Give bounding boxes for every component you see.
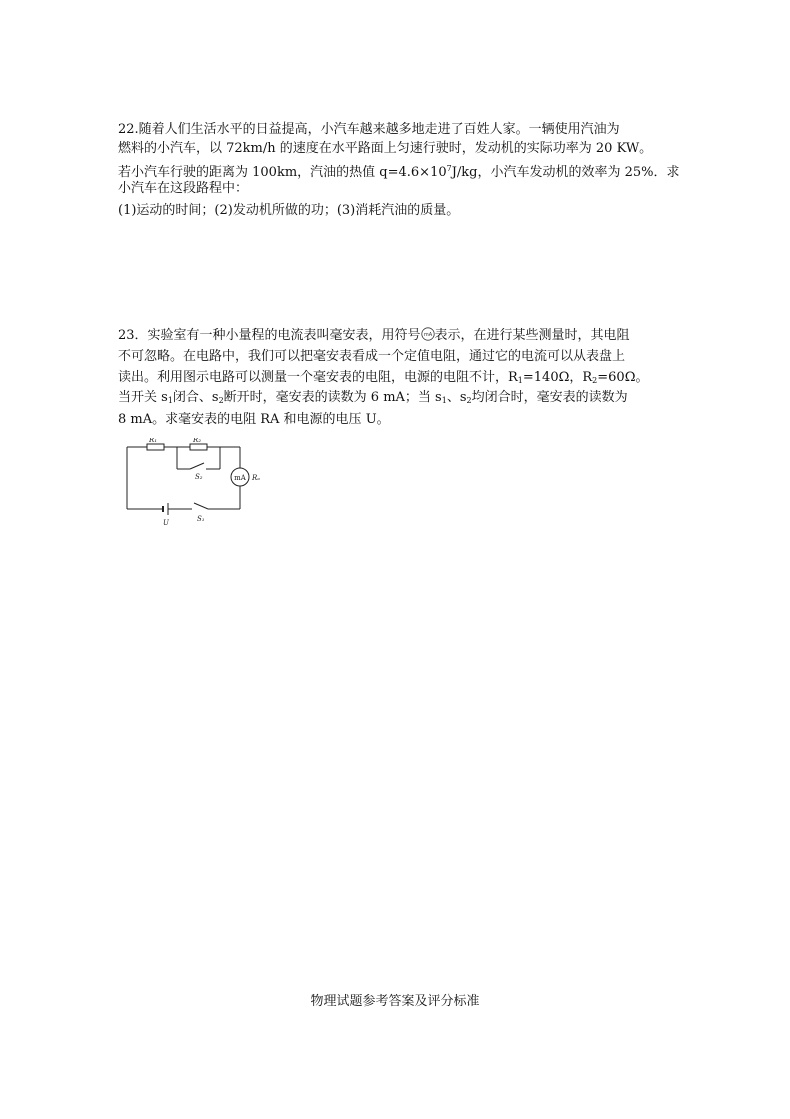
q22-exponent: 7 (446, 164, 452, 173)
q23-line-4-b: 闭合、s (172, 390, 219, 405)
resistor-r1 (147, 444, 164, 450)
q23-line-4-e: 均闭合时，毫安表的读数为 (471, 390, 628, 405)
q22-line-1: 22.随着人们生活水平的日益提高，小汽车越来越多地走进了百姓人家。一辆使用汽油为 (118, 122, 620, 137)
label-s2: S₂ (195, 473, 203, 481)
q22-line-3-b: J/kg，小汽车发动机的效率为 25%．求 (451, 165, 680, 180)
q22-line-2: 燃料的小汽车，以 72km/h 的速度在水平路面上匀速行驶时，发动机的实际功率为 20 KW。 (118, 141, 653, 156)
q23-line-1-b: 表示，在进行某些测量时，其电阻 (434, 328, 630, 343)
milliammeter-symbol-icon (421, 327, 435, 341)
q23-line-1-a: 23．实验室有一种小量程的电流表叫毫安表，用符号 (118, 328, 421, 343)
q23-line-2: 不可忽略。在电路中，我们可以把毫安表看成一个定值电阻，通过它的电流可以从表盘上 (118, 349, 626, 364)
resistor-r2 (190, 444, 207, 450)
q23-line-3-c: =60Ω。 (597, 370, 649, 385)
circuit-diagram (122, 438, 282, 530)
q23-sub-1: 1 (517, 376, 523, 385)
answer-key-heading: 物理试题参考答案及评分标准 (310, 994, 480, 1009)
q23-line-3 (118, 369, 648, 390)
q22-line-3-a: 若小汽车行驶的距离为 100km，汽油的热值 q=4.6×10 (118, 165, 447, 180)
label-r2: R₂ (193, 438, 202, 444)
q23-sub-2: 2 (592, 376, 598, 385)
label-s1: S₁ (197, 515, 205, 523)
q23-line-3-b: =140Ω，R (522, 370, 593, 385)
q23-line-4-c: 断开时，毫安表的读数为 6 mA；当 s (223, 390, 442, 405)
q23-line-1 (118, 327, 630, 345)
q23-line-4-a: 当开关 s (118, 390, 168, 405)
switch-s2 (190, 463, 204, 469)
q23-sub-4: 2 (218, 396, 224, 405)
q23-line-3-a: 读出。利用图示电路可以测量一个毫安表的电阻，电源的电阻不计，R (118, 370, 518, 385)
q22-line-5: (1)运动的时间；(2)发动机所做的功；(3)消耗汽油的质量。 (118, 203, 460, 218)
q22-line-3 (118, 160, 680, 182)
q23-line-5: 8 mA。求毫安表的电阻 RA 和电源的电压 U。 (118, 412, 390, 427)
symbol-text: mA (423, 332, 432, 338)
switch-s1 (194, 503, 208, 509)
label-r1: R₁ (149, 438, 158, 444)
q22-line-4: 小汽车在这段路程中： (118, 181, 249, 196)
q23-line-4-d: 、s (446, 390, 467, 405)
q23-sub-5: 1 (441, 396, 447, 405)
q23-sub-6: 2 (466, 396, 472, 405)
q23-sub-3: 1 (167, 396, 173, 405)
q23-line-4 (118, 389, 628, 410)
label-ma: mA (234, 474, 246, 482)
label-u: U (163, 519, 169, 527)
label-ra: Rₐ (252, 474, 260, 482)
